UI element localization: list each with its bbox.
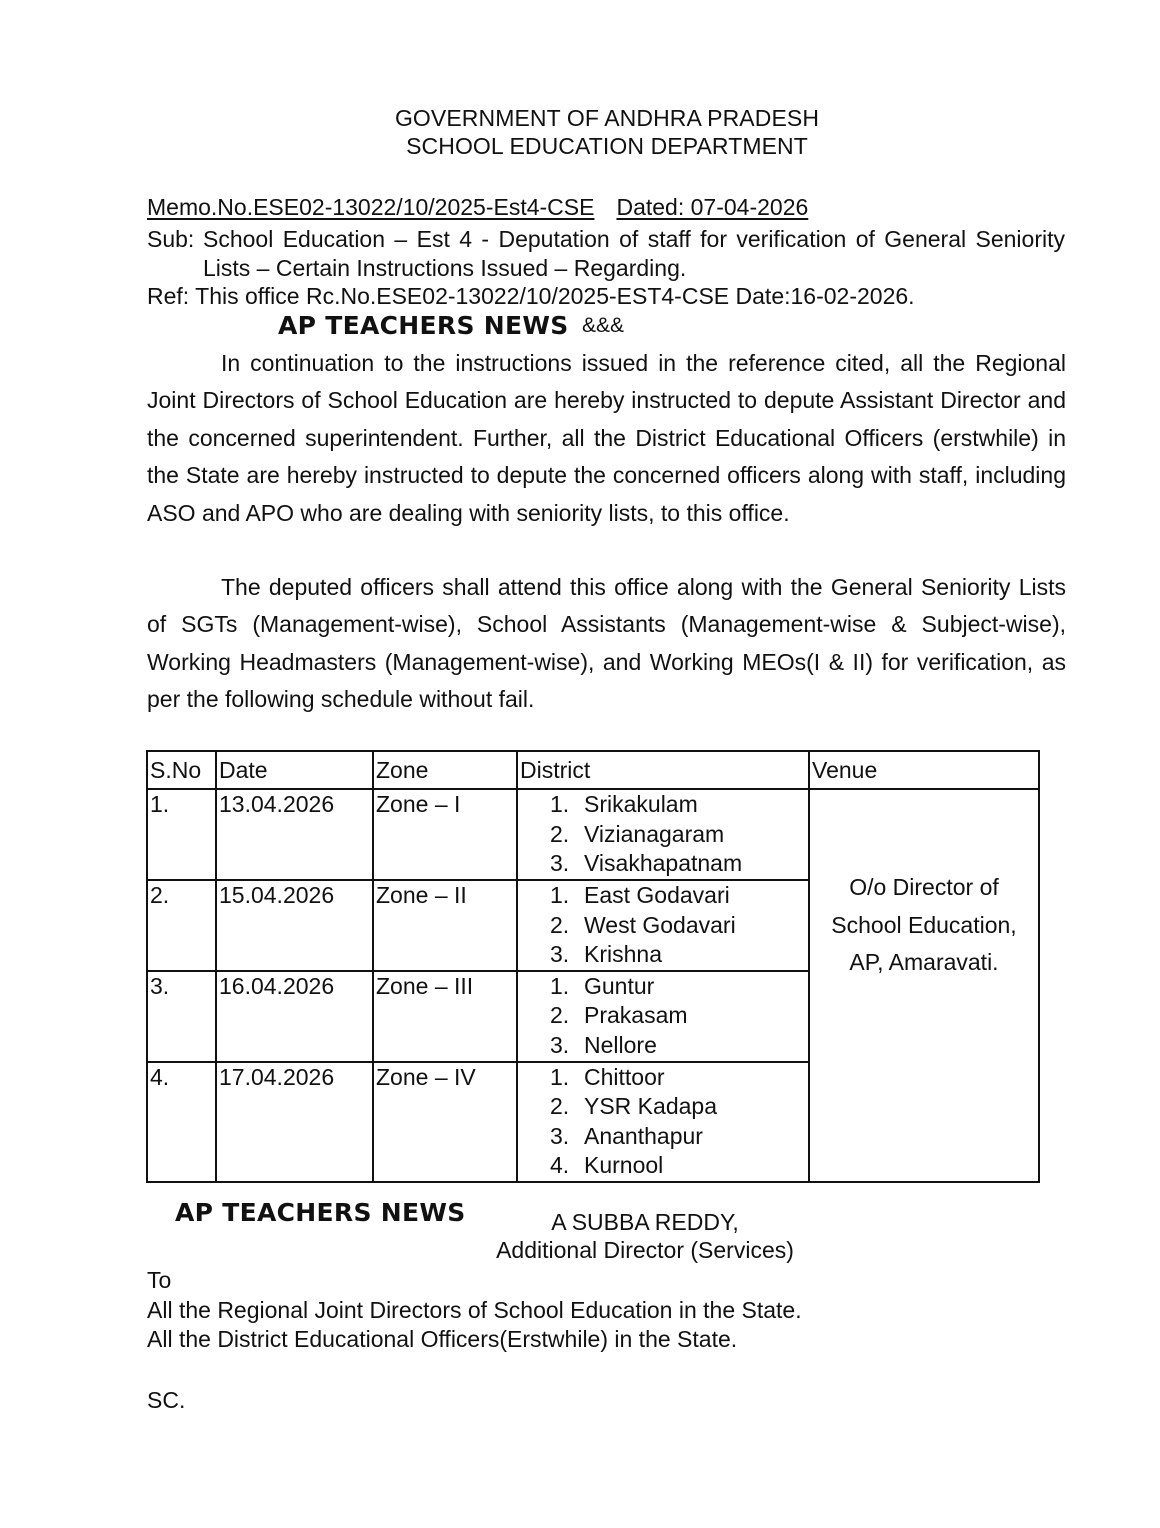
cell-districts (517, 971, 809, 1062)
recipient-line: All the District Educational Officers(Erstwhile) in the State. (147, 1326, 738, 1352)
table-row (147, 789, 1039, 880)
body-paragraph-1 (147, 345, 1066, 532)
memo-line (147, 193, 808, 221)
cell-date: 15.04.2026 (216, 880, 373, 971)
subject-text: School Education – Est 4 - Deputation of staff for verification of General Seniority Lists – Certain Instructions Issued – Regarding. (203, 226, 1065, 281)
district-item: 2. Prakasam (550, 1002, 688, 1028)
schedule-table (146, 750, 1040, 1183)
district-item: 2. Vizianagaram (550, 820, 725, 847)
body-paragraph-1-text: In continuation to the instructions issued in the reference cited, all the Regional Joint Directors of School Education are hereby instructed to depute Assistant Director and the concerned superintendent. Further, all the District Educational Officers (erstwhile) in the State are hereby instructed to depute the concerned officers along with staff, including ASO and APO who are dealing with seniority lists, to this office. (147, 350, 1066, 526)
body-paragraph-2 (147, 569, 1066, 719)
table-header-row (147, 751, 1039, 789)
district-item: 1. East Godavari (550, 882, 730, 908)
cell-sno: 2. (147, 880, 216, 971)
header-line-department: SCHOOL EDUCATION DEPARTMENT (406, 133, 808, 159)
district-item: 1. Srikakulam (550, 791, 698, 817)
district-item: 3. Krishna (550, 941, 662, 967)
district-item: 1. Chittoor (550, 1063, 665, 1090)
cell-sno: 3. (147, 971, 216, 1062)
cell-zone: Zone – IV (373, 1062, 517, 1182)
memo-date: Dated: 07-04-2026 (616, 194, 809, 220)
subject-block (147, 225, 1065, 283)
watermark-separator: &&& (582, 314, 625, 337)
signatory-name: A SUBBA REDDY, (551, 1209, 739, 1235)
cell-zone: Zone – II (373, 880, 517, 971)
column-header-date: Date (216, 751, 373, 789)
subject-label: Sub: (147, 226, 195, 252)
cell-districts (517, 880, 809, 971)
to-label: To (147, 1267, 172, 1293)
venue-line: School Education, (831, 911, 1017, 938)
cell-districts (517, 789, 809, 880)
cell-sno: 1. (147, 789, 216, 880)
column-header-sno: S.No (147, 751, 216, 789)
district-item: 3. Nellore (550, 1031, 657, 1058)
cell-districts (517, 1062, 809, 1182)
column-header-zone: Zone (373, 751, 517, 789)
reference-label: Ref: (147, 283, 190, 309)
column-header-venue: Venue (809, 751, 1039, 789)
district-item: 2. West Godavari (550, 911, 736, 938)
column-header-district: District (517, 751, 809, 789)
cell-date: 16.04.2026 (216, 971, 373, 1062)
district-item: 4. Kurnool (550, 1152, 664, 1178)
cell-date: 13.04.2026 (216, 789, 373, 880)
watermark-footer-text: AP TEACHERS NEWS (175, 1198, 466, 1227)
cell-sno: 4. (147, 1062, 216, 1182)
cell-zone: Zone – III (373, 971, 517, 1062)
reference-block (147, 282, 915, 311)
cell-zone: Zone – I (373, 789, 517, 880)
venue-line: O/o Director of (849, 874, 999, 900)
copy-label: SC. (147, 1387, 186, 1413)
venue-line: AP, Amaravati. (849, 949, 999, 975)
watermark-text: AP TEACHERS NEWS (278, 311, 569, 340)
recipient-line: All the Regional Joint Directors of School Education in the State. (147, 1297, 802, 1323)
reference-text: This office Rc.No.ESE02-13022/10/2025-EST4-CSE Date:16-02-2026. (195, 283, 915, 309)
body-paragraph-2-text: The deputed officers shall attend this office along with the General Seniority Lists of SGTs (Management-wise), School Assistants (Management-wise & Subject-wise), Working Headmasters (Management-wise), and Working MEOs(I & II) for verification, as per the following schedule without fail. (147, 574, 1066, 713)
signatory-designation: Additional Director (Services) (496, 1237, 794, 1263)
district-item: 3. Visakhapatnam (550, 850, 743, 876)
cell-venue (809, 789, 1039, 1182)
district-item: 2. YSR Kadapa (550, 1093, 717, 1119)
district-item: 1. Guntur (550, 972, 655, 999)
header-line-government: GOVERNMENT OF ANDHRA PRADESH (394, 105, 820, 131)
district-item: 3. Ananthapur (550, 1122, 703, 1149)
memo-number: Memo.No.ESE02-13022/10/2025-Est4-CSE (147, 194, 595, 220)
cell-date: 17.04.2026 (216, 1062, 373, 1182)
